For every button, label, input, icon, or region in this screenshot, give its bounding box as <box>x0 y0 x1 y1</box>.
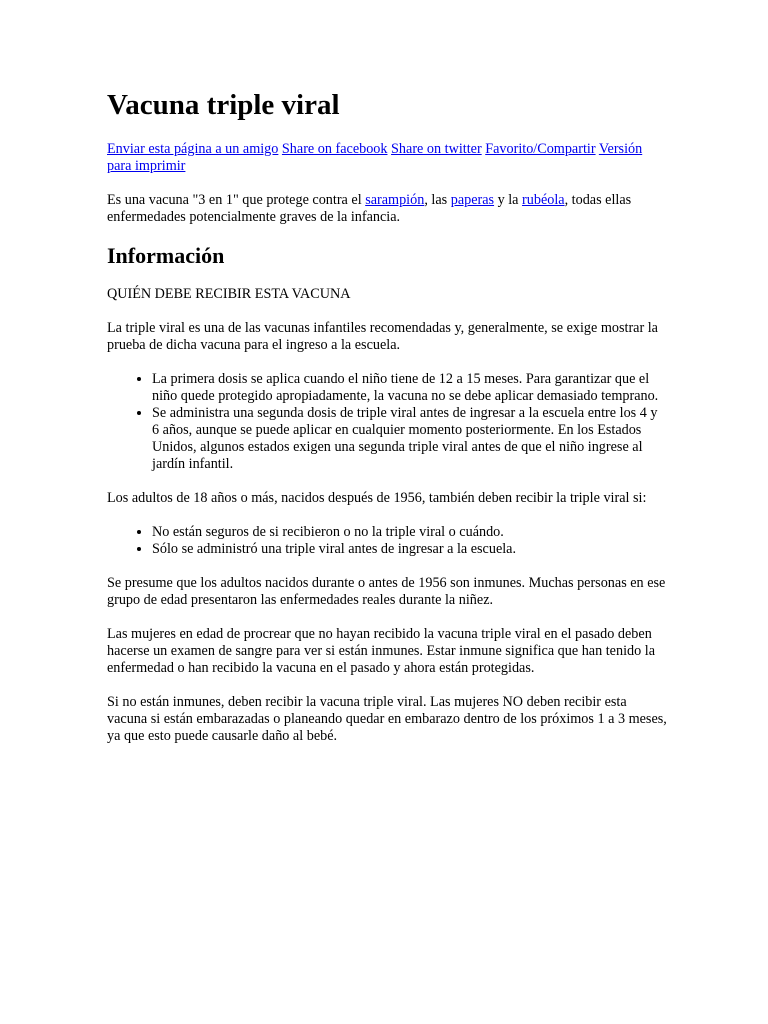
intro-text-4: , todas ellas enfermedades potencialmente graves de la infancia. <box>107 192 632 225</box>
intro-text-3: y la <box>494 192 523 208</box>
section-heading: Información <box>107 243 225 268</box>
paragraph-3: Se presume que los adultos nacidos durante o antes de 1956 son inmunes. Muchas personas en ese grupo de edad presentaron las enfermedades reales durante la niñez. <box>107 575 666 608</box>
bullet-list-2 <box>107 524 667 558</box>
print-version-link[interactable]: Versión para imprimir <box>107 141 643 174</box>
favorite-share-link[interactable]: Favorito/Compartir <box>485 141 596 157</box>
share-facebook-link[interactable]: Share on facebook <box>281 141 388 157</box>
list-item: • La primera dosis se aplica cuando el niño tiene de 12 a 15 meses. Para garantizar que el niño quede protegido apropiadamente, la vacuna no se debe aplicar demasiado temprano. <box>152 371 667 405</box>
intro-text-1: Es una vacuna "3 en 1" que protege contra el <box>107 192 366 208</box>
share-links <box>107 141 667 175</box>
page-title: Vacuna triple viral <box>107 89 340 121</box>
article <box>107 88 667 762</box>
paragraph-1: La triple viral es una de las vacunas infantiles recomendadas y, generalmente, se exige mostrar la prueba de dicha vacuna para el ingreso a la escuela. <box>107 320 658 353</box>
paragraph-5: Si no están inmunes, deben recibir la vacuna triple viral. Las mujeres NO deben recibir esta vacuna si están embarazadas o planeando quedar en embarazo dentro de los próximos 1 a 3 meses, ya que esto puede causarle daño al bebé. <box>107 694 667 744</box>
list-item: • No están seguros de si recibieron o no la triple viral o cuándo. <box>152 524 667 541</box>
paragraph-4: Las mujeres en edad de procrear que no hayan recibido la vacuna triple viral en el pasado deben hacerse un examen de sangre para ver si están inmunes. Estar inmune significa que han tenido la enfermedad o han recibido la vacuna en el pasado y ahora están protegidas. <box>107 626 655 676</box>
list-item: • Sólo se administró una triple viral antes de ingresar a la escuela. <box>152 541 667 558</box>
paperas-link[interactable]: paperas <box>450 192 495 208</box>
intro-text-2: , las <box>424 192 451 208</box>
intro-paragraph <box>107 192 667 226</box>
bullet-list-1 <box>107 371 667 473</box>
list-item: • Se administra una segunda dosis de triple viral antes de ingresar a la escuela entre los 4 y 6 años, aunque se puede aplicar en cualquier momento posteriormente. En los Estados Unidos, algunos estados exigen una segunda triple viral antes de que el niño ingrese al jardín infantil. <box>152 405 667 473</box>
email-friend-link[interactable]: Enviar esta página a un amigo <box>107 141 279 157</box>
rubeola-link[interactable]: rubéola <box>522 192 565 208</box>
sarampion-link[interactable]: sarampión <box>365 192 425 208</box>
paragraph-2: Los adultos de 18 años o más, nacidos después de 1956, también deben recibir la triple viral si: <box>107 490 647 506</box>
share-twitter-link[interactable]: Share on twitter <box>391 141 482 157</box>
subheading: QUIÉN DEBE RECIBIR ESTA VACUNA <box>107 286 351 302</box>
